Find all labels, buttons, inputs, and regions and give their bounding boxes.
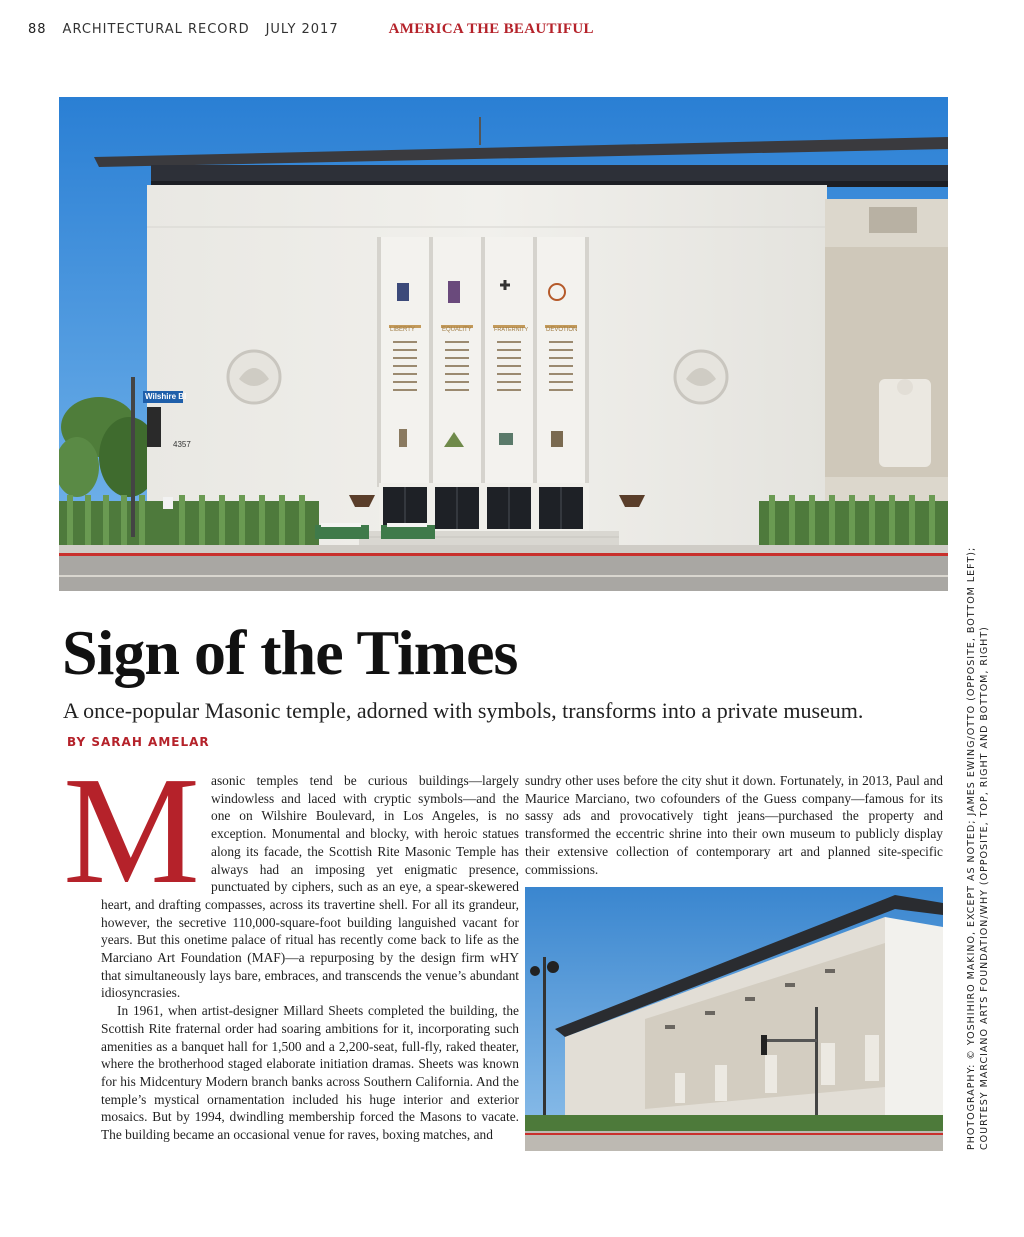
facade-panel-equality: EQUALITY bbox=[442, 327, 472, 333]
section-title: AMERICA THE BEAUTIFUL bbox=[388, 21, 594, 37]
byline: BY SARAH AMELAR bbox=[67, 735, 210, 749]
photo-credit-line-2: COURTESY MARCIANO ARTS FOUNDATION/WHY (OPPOSITE, TOP, RIGHT AND BOTTOM, RIGHT) bbox=[979, 626, 990, 1150]
running-header bbox=[28, 20, 594, 40]
paragraph-1 bbox=[63, 746, 519, 1002]
issue-date: JULY 2017 bbox=[265, 22, 339, 37]
hero-photo bbox=[59, 97, 948, 591]
paragraph-2: In 1961, when artist-designer Millard Sheets completed the building, the Scottish Rite fraternal order had soaring ambitions for it, incorporating such amenities as a banquet hall for 1,500 and a 2,200-seat, full-fly, raked theater, where the brotherhood staged elaborate initiation dramas. Sheets was known for his Midcentury Modern branch banks across Southern California. And the temple’s mystical ornamentation included his huge interior and exterior mosaics. But by 1994, dwindling membership forced the Masons to vacate. The building became an occasional venue for raves, boxing matches, and bbox=[101, 1003, 519, 1143]
photo-credit-line-1: PHOTOGRAPHY: © YOSHIHIRO MAKINO, EXCEPT AS NOTED; JAMES EWING/OTTO (OPPOSITE, BOTTOM LEFT); bbox=[966, 546, 977, 1150]
street-sign-text: Wilshire Bl bbox=[145, 392, 187, 401]
facade-panel-devotion: DEVOTION bbox=[546, 327, 578, 333]
page-number: 88 bbox=[28, 22, 47, 37]
paragraph-1-text: asonic temples tend be curious buildings—largely windowless and laced with cryptic symbols—and the one on Wilshire Boulevard, in Los Angeles, is no exception. Monumental and blocky, with heroic statues along its facade, the Scottish Rite Masonic Temple has always had an imposing yet enigmatic presence, punctuated by ciphers, such as an eye, a spear-skewered heart, and drafting compasses, across its travertine shell. For all its grandeur, however, the secretive 110,000-square-foot building languished vacant for years. But this onetime palace of ritual has recently come back to life as the Marciano Art Foundation (MAF)—a repurposing by the design firm wHY that simultaneously lays bare, embraces, and transcends the venue’s abundant idiosyncrasies. bbox=[101, 773, 519, 1001]
article-title: Sign of the Times bbox=[62, 617, 518, 688]
body-column-right bbox=[525, 772, 943, 878]
paragraph-3: sundry other uses before the city shut it down. Fortunately, in 2013, Paul and Maurice Marciano, two cofounders of the Guess company—famous for its sassy ads and provocatively tight jeans—purchased the property and transformed the eccentric shrine into their own museum to publicly display their extensive collection of contemporary art and planned site-specific commissions. bbox=[525, 773, 943, 877]
article-subtitle: A once-popular Masonic temple, adorned with symbols, transforms into a private museum. bbox=[63, 698, 864, 723]
photo-credit bbox=[965, 546, 991, 1150]
facade-panel-liberty: LIBERTY bbox=[390, 327, 415, 333]
facade-panel-fraternity: FRATERNITY bbox=[494, 327, 529, 333]
address-number: 4357 bbox=[173, 440, 191, 449]
body-column-left bbox=[63, 746, 519, 1144]
magazine-name: ARCHITECTURAL RECORD bbox=[62, 22, 250, 37]
secondary-photo bbox=[525, 887, 943, 1151]
drop-cap: M bbox=[63, 746, 200, 916]
